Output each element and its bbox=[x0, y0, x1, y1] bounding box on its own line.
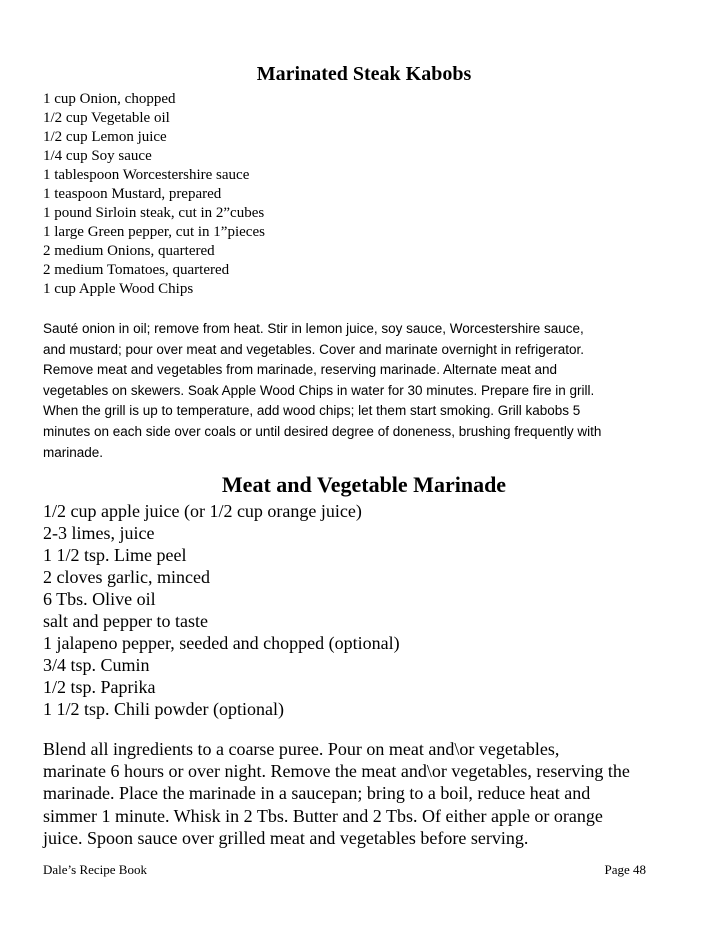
ingredient-item: salt and pepper to taste bbox=[43, 611, 208, 631]
ingredient-item: 6 Tbs. Olive oil bbox=[43, 589, 156, 609]
directions-steak-kabobs: Sauté onion in oil; remove from heat. Stir in lemon juice, soy sauce, Worcestershire sauce, and mustard; pour over meat and vegetables. Cover and marinate overnight in refrigerator. Remove meat and vegetables from marinade, reserving marinade. Alternate meat and vegetables on skewers. Soak Apple Wood Chips in water for 30 minutes. Prepare fire in grill. When the grill is up to temperature, add wood chips; let them start smoking. Grill kabobs 5 minutes on each side over coals or until desired degree of doneness, brushing frequently with marinade. bbox=[43, 321, 602, 460]
recipe-title-steak-kabobs: Marinated Steak Kabobs bbox=[256, 63, 472, 85]
footer-book-title: Dale’s Recipe Book bbox=[43, 862, 147, 877]
ingredient-item: 2-3 limes, juice bbox=[43, 523, 155, 543]
ingredient-item: 1 jalapeno pepper, seeded and chopped (optional) bbox=[43, 633, 400, 653]
ingredient-item: 1/2 tsp. Paprika bbox=[43, 677, 156, 697]
ingredient-item: 1 pound Sirloin steak, cut in 2”cubes bbox=[43, 205, 265, 221]
ingredient-item: 1 large Green pepper, cut in 1”pieces bbox=[43, 224, 265, 240]
ingredient-list-steak-kabobs bbox=[43, 90, 265, 299]
ingredient-item: 1/2 cup Vegetable oil bbox=[43, 110, 170, 126]
ingredient-item: 1 1/2 tsp. Chili powder (optional) bbox=[43, 699, 284, 719]
ingredient-item: 1 cup Onion, chopped bbox=[43, 91, 176, 107]
ingredient-item: 2 cloves garlic, minced bbox=[43, 567, 210, 587]
recipe-title-marinade: Meat and Vegetable Marinade bbox=[221, 472, 507, 497]
footer-page-number: Page 48 bbox=[604, 862, 646, 877]
ingredient-item: 1/2 cup apple juice (or 1/2 cup orange juice) bbox=[43, 501, 362, 521]
ingredient-item: 1 teaspoon Mustard, prepared bbox=[43, 186, 222, 202]
ingredient-item: 1/2 cup Lemon juice bbox=[43, 129, 167, 145]
ingredient-item: 2 medium Tomatoes, quartered bbox=[43, 262, 230, 278]
directions-marinade: Blend all ingredients to a coarse puree. Pour on meat and\or vegetables, marinate 6 hours or over night. Remove the meat and\or vegetables, reserving the marinade. Place the marinade in a saucepan; bring to a boil, reduce heat and simmer 1 minute. Whisk in 2 Tbs. Butter and 2 Tbs. Of either apple or orange juice. Spoon sauce over grilled meat and vegetables before serving. bbox=[43, 739, 630, 848]
ingredient-list-marinade bbox=[43, 500, 400, 720]
ingredient-item: 1 tablespoon Worcestershire sauce bbox=[43, 167, 250, 183]
ingredient-item: 1 cup Apple Wood Chips bbox=[43, 281, 194, 297]
ingredient-item: 1 1/2 tsp. Lime peel bbox=[43, 545, 187, 565]
ingredient-item: 3/4 tsp. Cumin bbox=[43, 655, 150, 675]
ingredient-item: 2 medium Onions, quartered bbox=[43, 243, 215, 259]
ingredient-item: 1/4 cup Soy sauce bbox=[43, 148, 152, 164]
